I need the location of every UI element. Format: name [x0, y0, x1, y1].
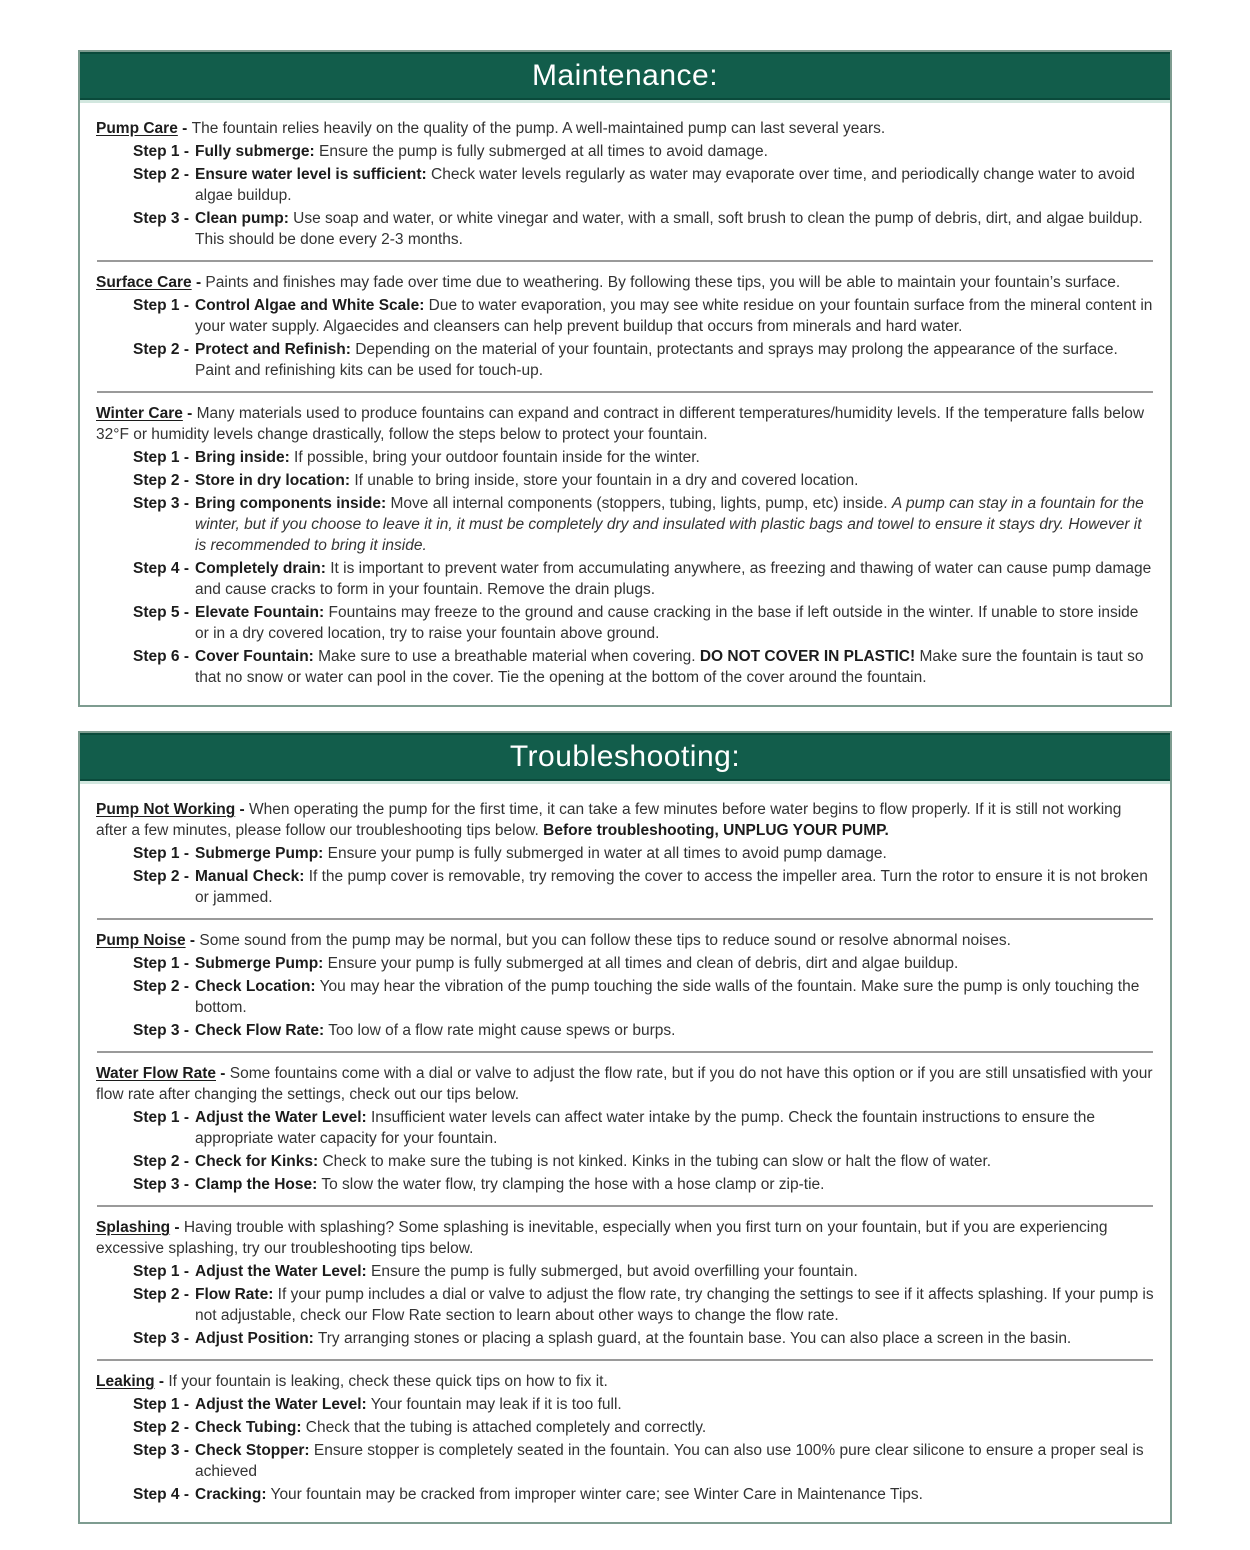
step-number: Step 3 -: [133, 1442, 189, 1459]
step-row: [133, 843, 1154, 864]
text-segment: The fountain relies heavily on the quality of the pump. A well-maintained pump can last several years.: [191, 120, 886, 137]
heading-dash: -: [182, 405, 197, 422]
text-segment: Check Location:: [195, 978, 316, 995]
section-heading: Pump Noise: [96, 932, 186, 949]
step-row: [133, 1107, 1154, 1149]
steps-list: [96, 1261, 1154, 1349]
step-text: [195, 447, 1154, 468]
step-text: [195, 1107, 1154, 1149]
step-text: [195, 1417, 1154, 1438]
text-segment: Try arranging stones or placing a splash guard, at the fountain base. You can also place a screen in the basin.: [313, 1330, 1072, 1347]
section-heading: Splashing: [96, 1219, 171, 1236]
section-intro: [96, 799, 1154, 841]
step-text: [195, 1484, 1154, 1505]
step-number: Step 2 -: [133, 1286, 189, 1303]
text-segment: Some sound from the pump may be normal, but you can follow these tips to reduce sound or resolve abnormal noises.: [199, 932, 1011, 949]
section-winter-care: [96, 403, 1154, 688]
section-intro: [96, 403, 1154, 445]
section-water-flow-rate: [96, 1063, 1154, 1195]
step-text: [195, 339, 1154, 381]
step-text: [195, 1174, 1154, 1195]
step-text: [195, 1394, 1154, 1415]
text-segment: Some fountains come with a dial or valve to adjust the flow rate, but if you do not have this option or if you are still unsatisfied with your flow rate after changing the settings, check out our tips below.: [96, 1065, 1153, 1103]
steps-list: [96, 843, 1154, 908]
step-number: Step 3 -: [133, 495, 189, 512]
section-divider: [97, 918, 1153, 920]
heading-dash: -: [191, 274, 206, 291]
text-segment: Clean pump:: [195, 210, 289, 227]
text-segment: Clamp the Hose:: [195, 1176, 318, 1193]
step-number: Step 1 -: [133, 1396, 189, 1413]
step-number: Step 5 -: [133, 604, 189, 621]
section-intro: [96, 1371, 1154, 1392]
steps-list: [96, 1394, 1154, 1505]
step-text: [195, 558, 1154, 600]
step-number: Step 2 -: [133, 1419, 189, 1436]
section-pump-care: [96, 118, 1154, 250]
text-segment: Ensure stopper is completely seated in the fountain. You can also use 100% pure clear silicone to ensure a proper seal is achieved: [195, 1442, 1144, 1480]
section-divider: [97, 391, 1153, 393]
step-row: [133, 1284, 1154, 1326]
troubleshooting-header-band: [80, 733, 1170, 784]
section-intro: [96, 1217, 1154, 1259]
heading-dash: -: [177, 120, 192, 137]
steps-list: [96, 295, 1154, 381]
text-segment: Check Flow Rate:: [195, 1022, 325, 1039]
text-segment: Completely drain:: [195, 560, 326, 577]
step-text: [195, 602, 1154, 644]
step-number: Step 2 -: [133, 341, 189, 358]
text-segment: If your pump includes a dial or valve to adjust the flow rate, try changing the settings to see if it affects splashing. If your pump is not adjustable, check our Flow Rate section to learn about other ways to change the flow rate.: [195, 1286, 1154, 1324]
text-segment: Fountains may freeze to the ground and cause cracking in the base if left outside in the winter. If unable to store inside or in a dry covered location, try to raise your fountain above ground.: [195, 604, 1139, 642]
text-segment: Protect and Refinish:: [195, 341, 351, 358]
text-segment: Use soap and water, or white vinegar and water, with a small, soft brush to clean the pump of debris, dirt, and algae buildup. This should be done every 2-3 months.: [195, 210, 1143, 248]
text-segment: If your fountain is leaking, check these quick tips on how to fix it.: [168, 1373, 608, 1390]
step-text: [195, 976, 1154, 1018]
section-heading: Winter Care: [96, 405, 183, 422]
step-number: Step 1 -: [133, 143, 189, 160]
text-segment: When operating the pump for the first time, it can take a few minutes before water begins to flow properly. If it is still not working after a few minutes, please follow our troubleshooting tips below.: [96, 801, 1122, 839]
step-row: [133, 1174, 1154, 1195]
step-row: [133, 976, 1154, 1018]
step-text: [195, 953, 1154, 974]
step-row: [133, 208, 1154, 250]
step-row: [133, 1440, 1154, 1482]
step-number: Step 2 -: [133, 868, 189, 885]
heading-dash: -: [170, 1219, 184, 1236]
step-row: [133, 1417, 1154, 1438]
step-row: [133, 447, 1154, 468]
step-number: Step 6 -: [133, 648, 189, 665]
text-segment: Too low of a flow rate might cause spews or burps.: [324, 1022, 676, 1039]
text-segment: Depending on the material of your fountain, protectants and sprays may prolong the appearance of the surface. Paint and refinishing kits can be used for touch-up.: [195, 341, 1118, 379]
step-number: Step 2 -: [133, 1153, 189, 1170]
text-segment: Check that the tubing is attached completely and correctly.: [301, 1419, 707, 1436]
step-row: [133, 141, 1154, 162]
step-number: Step 4 -: [133, 1486, 189, 1503]
text-segment: Cover Fountain:: [195, 648, 314, 665]
maintenance-header-band: [80, 52, 1170, 103]
box-sections: [80, 103, 1170, 705]
text-segment: Adjust the Water Level:: [195, 1263, 367, 1280]
step-text: [195, 1328, 1154, 1349]
text-segment: DO NOT COVER IN PLASTIC!: [699, 648, 916, 665]
text-segment: Ensure your pump is fully submerged at all times and clean of debris, dirt and algae buildup.: [323, 955, 959, 972]
step-text: [195, 1440, 1154, 1482]
maintenance-box: [78, 50, 1172, 707]
step-text: [195, 646, 1154, 688]
text-segment: Cracking:: [195, 1486, 267, 1503]
text-segment: Adjust the Water Level:: [195, 1109, 367, 1126]
section-pump-not-working: [96, 799, 1154, 908]
text-segment: Your fountain may be cracked from improper winter care; see Winter Care in Maintenance Tips.: [266, 1486, 923, 1503]
text-segment: If possible, bring your outdoor fountain inside for the winter.: [289, 449, 700, 466]
step-row: [133, 1151, 1154, 1172]
text-segment: Due to water evaporation, you may see white residue on your fountain surface from the mineral content in your water supply. Algaecides and cleansers can help prevent buildup that occurs from minerals and hard water.: [195, 297, 1153, 335]
step-text: [195, 843, 1154, 864]
step-number: Step 1 -: [133, 845, 189, 862]
step-row: [133, 646, 1154, 688]
step-number: Step 1 -: [133, 1109, 189, 1126]
step-row: [133, 1328, 1154, 1349]
troubleshooting-title: Troubleshooting:: [509, 740, 741, 773]
step-text: [195, 470, 1154, 491]
step-text: [195, 493, 1154, 556]
step-text: [195, 141, 1154, 162]
step-row: [133, 953, 1154, 974]
text-segment: Paints and finishes may fade over time due to weathering. By following these tips, you will be able to maintain your fountain’s surface.: [205, 274, 1121, 291]
section-divider: [97, 1051, 1153, 1053]
text-segment: If unable to bring inside, store your fountain in a dry and covered location.: [350, 472, 859, 489]
section-splashing: [96, 1217, 1154, 1349]
step-row: [133, 339, 1154, 381]
section-intro: [96, 118, 1154, 139]
heading-dash: -: [154, 1373, 169, 1390]
step-number: Step 1 -: [133, 955, 189, 972]
text-segment: Move all internal components (stoppers, tubing, lights, pump, etc) inside.: [386, 495, 892, 512]
step-text: [195, 208, 1154, 250]
text-segment: A pump can stay in a fountain for the winter, but if you choose to leave it in, it must be completely dry and insulated with plastic bags and towel to ensure it stays dry. However it is recommended to bring it inside.: [195, 495, 1144, 554]
text-segment: To slow the water flow, try clamping the hose with a hose clamp or zip-tie.: [317, 1176, 825, 1193]
text-segment: Adjust Position:: [195, 1330, 314, 1347]
text-segment: You may hear the vibration of the pump touching the side walls of the fountain. Make sure the pump is only touching the bottom.: [195, 978, 1140, 1016]
text-segment: Elevate Fountain:: [195, 604, 325, 621]
section-divider: [97, 1359, 1153, 1361]
text-segment: Flow Rate:: [195, 1286, 274, 1303]
text-segment: Ensure your pump is fully submerged in water at all times to avoid pump damage.: [323, 845, 887, 862]
step-text: [195, 164, 1154, 206]
step-text: [195, 1284, 1154, 1326]
step-text: [195, 295, 1154, 337]
steps-list: [96, 447, 1154, 688]
text-segment: Submerge Pump:: [195, 955, 324, 972]
text-segment: Bring components inside:: [195, 495, 387, 512]
text-segment: Before troubleshooting, UNPLUG YOUR PUMP.: [543, 822, 889, 839]
step-number: Step 2 -: [133, 166, 189, 183]
step-text: [195, 866, 1154, 908]
text-segment: Check Stopper:: [195, 1442, 310, 1459]
text-segment: Ensure the pump is fully submerged at all times to avoid damage.: [314, 143, 768, 160]
text-segment: Adjust the Water Level:: [195, 1396, 367, 1413]
step-number: Step 3 -: [133, 210, 189, 227]
section-intro: [96, 1063, 1154, 1105]
text-segment: Insufficient water levels can affect water intake by the pump. Check the fountain instructions to ensure the appropriate water capacity for your fountain.: [195, 1109, 1096, 1147]
text-segment: Having trouble with splashing? Some splashing is inevitable, especially when you first turn on your fountain, but if you are experiencing excessive splashing, try our troubleshooting tips below.: [96, 1219, 1108, 1257]
step-text: [195, 1261, 1154, 1282]
text-segment: Many materials used to produce fountains can expand and contract in different temperatures/humidity levels. If the temperature falls below 32°F or humidity levels change drastically, follow the steps below to protect your fountain.: [96, 405, 1145, 443]
step-row: [133, 866, 1154, 908]
section-heading: Water Flow Rate: [96, 1065, 216, 1082]
step-number: Step 1 -: [133, 297, 189, 314]
section-divider: [97, 1205, 1153, 1207]
step-row: [133, 470, 1154, 491]
text-segment: Check for Kinks:: [195, 1153, 319, 1170]
text-segment: Store in dry location:: [195, 472, 351, 489]
step-row: [133, 1484, 1154, 1505]
step-number: Step 4 -: [133, 560, 189, 577]
steps-list: [96, 1107, 1154, 1195]
step-row: [133, 1394, 1154, 1415]
section-heading: Surface Care: [96, 274, 192, 291]
step-text: [195, 1020, 1154, 1041]
step-number: Step 2 -: [133, 978, 189, 995]
step-number: Step 2 -: [133, 472, 189, 489]
step-number: Step 3 -: [133, 1330, 189, 1347]
text-segment: Check to make sure the tubing is not kinked. Kinks in the tubing can slow or halt the flow of water.: [318, 1153, 992, 1170]
text-segment: Your fountain may leak if it is too full.: [366, 1396, 622, 1413]
text-segment: It is important to prevent water from accumulating anywhere, as freezing and thawing of water can cause pump damage and cause cracks to form in your fountain. Remove the drain plugs.: [195, 560, 1152, 598]
text-segment: Fully submerge:: [195, 143, 315, 160]
step-row: [133, 1261, 1154, 1282]
maintenance-title: Maintenance:: [531, 59, 719, 92]
document-page: [0, 50, 1250, 1550]
heading-dash: -: [185, 932, 200, 949]
text-segment: Bring inside:: [195, 449, 290, 466]
step-text: [195, 1151, 1154, 1172]
step-number: Step 3 -: [133, 1176, 189, 1193]
steps-list: [96, 953, 1154, 1041]
step-number: Step 1 -: [133, 1263, 189, 1280]
section-heading: Pump Care: [96, 120, 178, 137]
troubleshooting-box: [78, 731, 1172, 1524]
text-segment: Check Tubing:: [195, 1419, 302, 1436]
section-heading: Leaking: [96, 1373, 155, 1390]
section-intro: [96, 930, 1154, 951]
text-segment: Submerge Pump:: [195, 845, 324, 862]
box-sections: [80, 784, 1170, 1522]
section-surface-care: [96, 272, 1154, 381]
step-row: [133, 295, 1154, 337]
text-segment: Check water levels regularly as water may evaporate over time, and periodically change water to avoid algae buildup.: [195, 166, 1135, 204]
section-leaking: [96, 1371, 1154, 1505]
text-segment: If the pump cover is removable, try removing the cover to access the impeller area. Turn the rotor to ensure it is not broken or jammed.: [195, 868, 1148, 906]
step-number: Step 3 -: [133, 1022, 189, 1039]
step-row: [133, 493, 1154, 556]
heading-dash: -: [216, 1065, 230, 1082]
section-divider: [97, 260, 1153, 262]
text-segment: Make sure to use a breathable material when covering.: [313, 648, 700, 665]
text-segment: Control Algae and White Scale:: [195, 297, 425, 314]
section-intro: [96, 272, 1154, 293]
step-number: Step 1 -: [133, 449, 189, 466]
step-row: [133, 558, 1154, 600]
section-pump-noise: [96, 930, 1154, 1041]
heading-dash: -: [235, 801, 249, 818]
step-row: [133, 1020, 1154, 1041]
step-row: [133, 602, 1154, 644]
step-row: [133, 164, 1154, 206]
text-segment: Manual Check:: [195, 868, 305, 885]
text-segment: Ensure water level is sufficient:: [195, 166, 427, 183]
text-segment: Ensure the pump is fully submerged, but avoid overfilling your fountain.: [366, 1263, 858, 1280]
steps-list: [96, 141, 1154, 250]
text-segment: Make sure the fountain is taut so that no snow or water can pool in the cover. Tie the opening at the bottom of the cover around the fountain.: [195, 648, 1144, 686]
section-heading: Pump Not Working: [96, 801, 236, 818]
